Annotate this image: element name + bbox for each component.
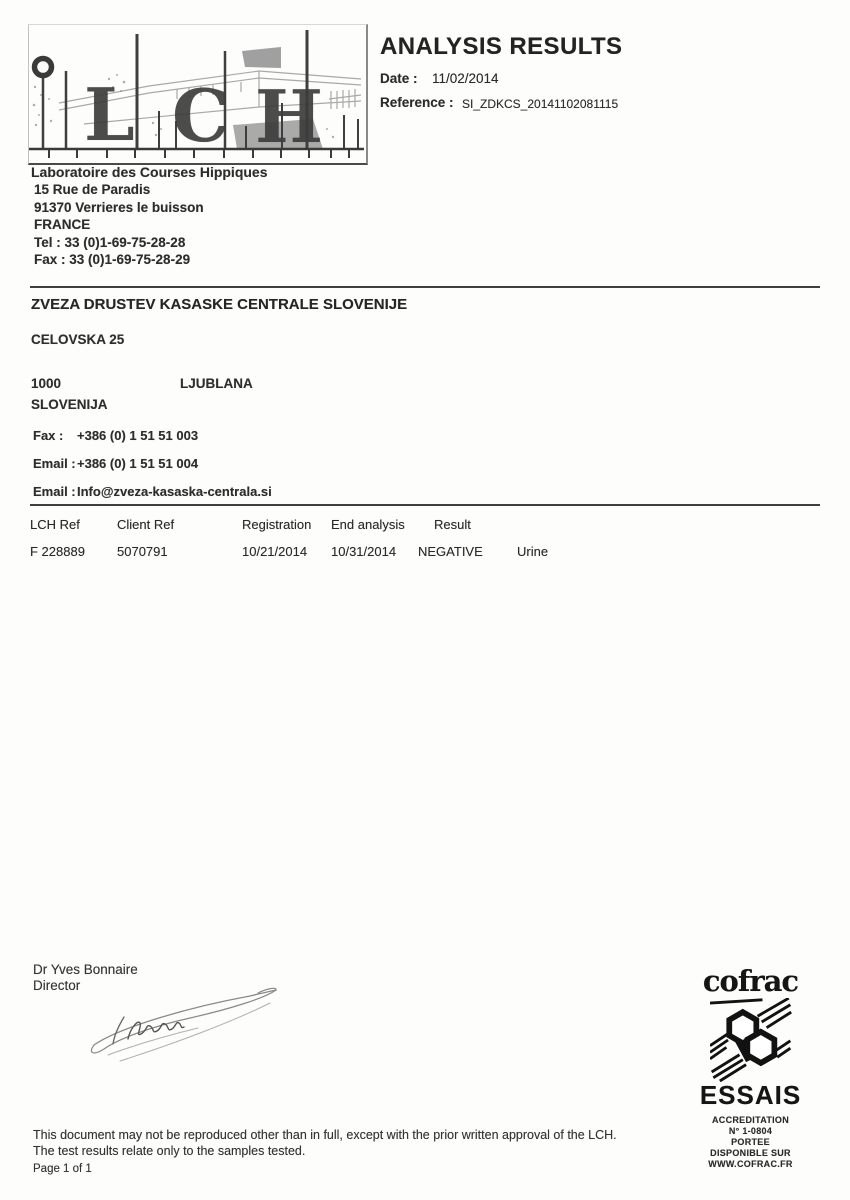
- cell-client-ref: 5070791: [117, 544, 168, 559]
- recipient-fax-line: [33, 428, 198, 443]
- lamp-ring-icon: [35, 59, 52, 76]
- recipient-postal-code: 1000: [31, 376, 62, 391]
- email1-value: +386 (0) 1 51 51 004: [77, 456, 199, 471]
- cell-result: NEGATIVE: [418, 544, 483, 559]
- sender-address: [31, 164, 268, 268]
- cell-registration: 10/21/2014: [242, 544, 308, 559]
- footer-disclaimer: [33, 1127, 617, 1159]
- fax-value: +386 (0) 1 51 51 003: [77, 428, 199, 443]
- sender-street: 15 Rue de Paradis: [34, 182, 151, 198]
- signer-title: Director: [33, 978, 81, 993]
- signer-name: Dr Yves Bonnaire: [33, 962, 138, 977]
- sender-fax: Fax : 33 (0)1-69-75-28-29: [34, 252, 191, 268]
- recipient-email2-line: [33, 484, 272, 499]
- accreditation-line: PORTEE: [731, 1137, 770, 1147]
- sender-name: Laboratoire des Courses Hippiques: [31, 164, 268, 180]
- email2-value: Info@zveza-kasaska-centrala.si: [77, 484, 272, 499]
- accreditation-line: WWW.COFRAC.FR: [708, 1159, 793, 1169]
- cofrac-emblem-icon: [710, 998, 792, 1082]
- footer-line2: The test results relate only to the samples tested.: [33, 1144, 306, 1158]
- sender-tel: Tel : 33 (0)1-69-75-28-28: [34, 234, 186, 250]
- reference-line: [380, 95, 618, 111]
- sender-city: 91370 Verrieres le buisson: [34, 199, 204, 215]
- date-value: 11/02/2014: [432, 71, 499, 86]
- signature-image: [80, 983, 290, 1078]
- header-result: Result: [434, 517, 471, 532]
- header-end-analysis: End analysis: [331, 517, 405, 532]
- divider-table: [30, 504, 820, 506]
- email2-label: Email :: [33, 484, 76, 499]
- email1-label: Email :: [33, 456, 76, 471]
- lch-logo: [28, 24, 368, 165]
- logo-letter-l: L: [84, 72, 135, 157]
- divider-top: [30, 286, 820, 288]
- page-title: ANALYSIS RESULTS: [380, 33, 623, 60]
- header-registration: Registration: [242, 517, 312, 532]
- recipient-street: CELOVSKA 25: [31, 332, 125, 347]
- cell-sample-type: Urine: [517, 544, 549, 559]
- accreditation-details: [688, 1115, 813, 1170]
- cofrac-essais-label: ESSAIS: [699, 1080, 802, 1110]
- header-lch-ref: LCH Ref: [30, 517, 80, 532]
- fax-label: Fax :: [33, 428, 64, 443]
- accreditation-line: N° 1-0804: [728, 1126, 773, 1136]
- recipient-name: ZVEZA DRUSTEV KASASKE CENTRALE SLOVENIJE: [31, 296, 408, 313]
- accreditation-line: ACCREDITATION: [711, 1115, 790, 1125]
- reference-label: Reference :: [380, 95, 454, 110]
- lch-logo-sketch: [29, 25, 364, 159]
- cell-lch-ref: F 228889: [30, 544, 85, 559]
- page-number: Page 1 of 1: [33, 1163, 92, 1175]
- cell-end-analysis: 10/31/2014: [331, 544, 397, 559]
- header-client-ref: Client Ref: [117, 517, 175, 532]
- recipient-city: LJUBLANA: [180, 376, 253, 391]
- recipient-country: SLOVENIJA: [31, 397, 108, 412]
- recipient-email1-line: [33, 456, 198, 471]
- date-label: Date :: [380, 71, 418, 86]
- accreditation-line: DISPONIBLE SUR: [710, 1148, 791, 1158]
- accreditation-block: [688, 966, 813, 1170]
- cofrac-wordmark: cofrac: [702, 964, 799, 998]
- footer-line1: This document may not be reproduced other than in full, except with the prior written approval of the LCH.: [33, 1128, 617, 1142]
- date-line: [380, 71, 499, 86]
- reference-value: SI_ZDKCS_20141102081115: [462, 96, 619, 111]
- logo-letter-c: C: [172, 73, 230, 158]
- sender-country: FRANCE: [34, 217, 91, 233]
- logo-letter-h: H: [255, 74, 324, 159]
